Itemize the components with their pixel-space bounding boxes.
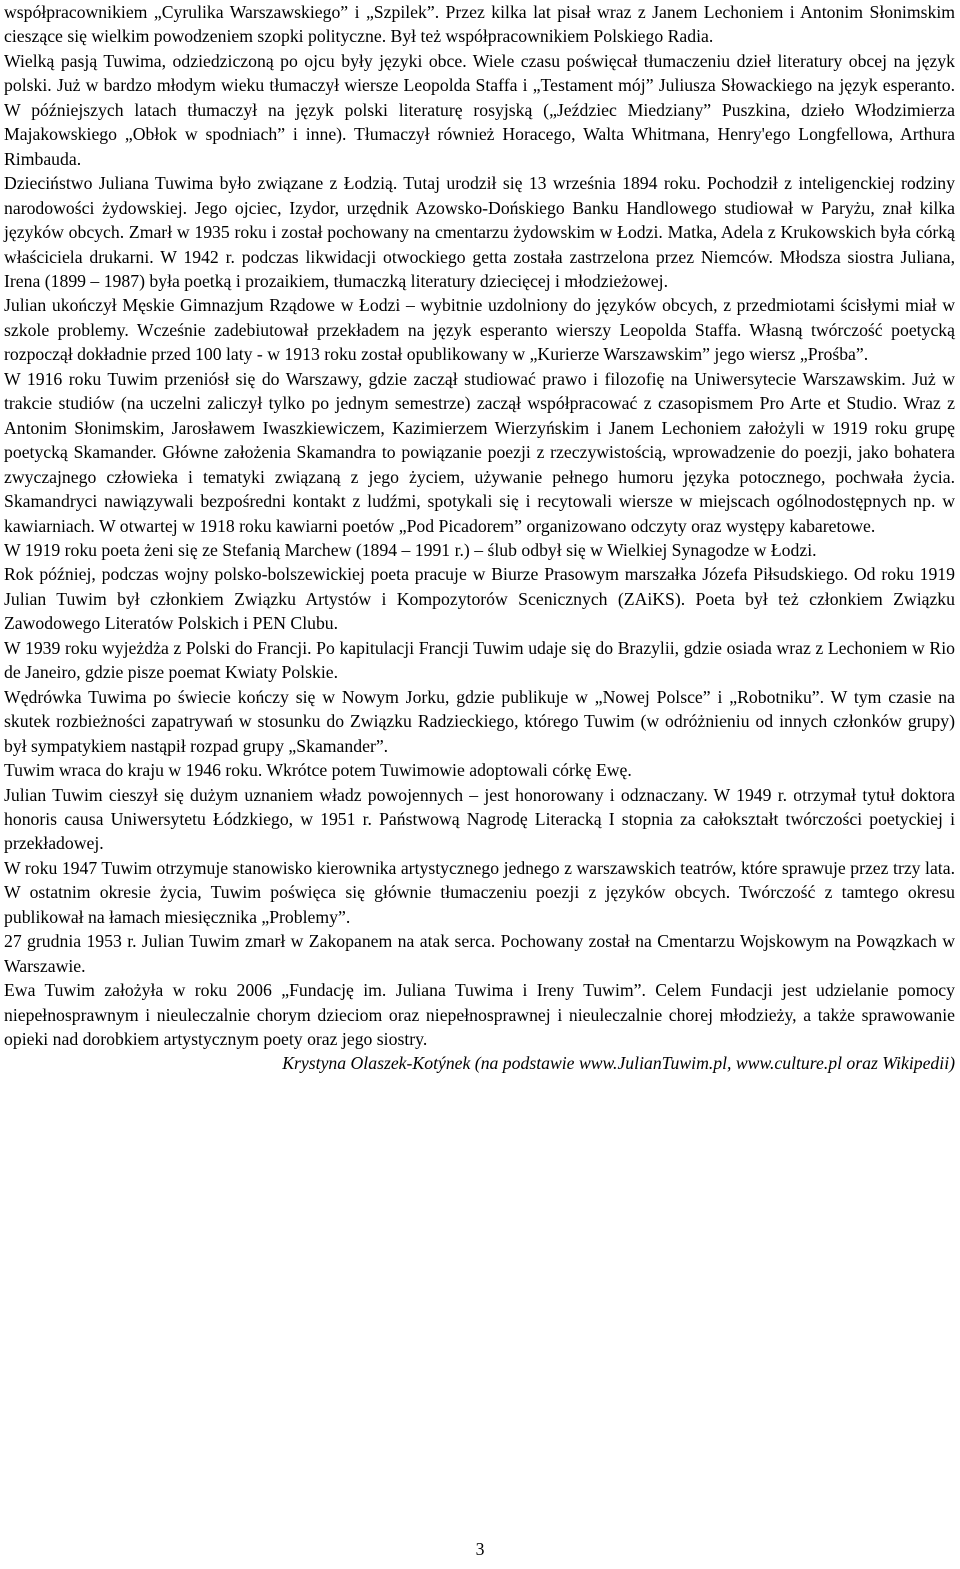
- paragraph-marriage: W 1919 roku poeta żeni się ze Stefanią Marchew (1894 – 1991 r.) – ślub odbył się w Wielkiej Synagodze w Łodzi.: [4, 539, 817, 560]
- paragraph-languages: Wielką pasją Tuwima, odziedziczoną po ojcu były języki obce. Wiele czasu poświęcał tłumaczeniu dzieł literatury obcej na język polski. Już w bardzo młodym wieku tłumaczył wiersze Leopolda Staffa i „Testament mój” Juliusza Słowackiego na język esperanto. W późniejszych latach tłumaczył na język polski literaturę rosyjską („Jeździec Miedziany” Puszkina, dzieło Włodzimierza Majakowskiego „Obłok w spodniach” i inne). Tłumaczył również Horacego, Walta Whitmana, Henry'ego Longfellowa, Arthura Rimbauda.: [4, 50, 955, 169]
- paragraph-return: Tuwim wraca do kraju w 1946 roku. Wkrótce potem Tuwimowie adoptowali córkę Ewę.: [4, 760, 632, 781]
- paragraph-warsaw-skamander: W 1916 roku Tuwim przeniósł się do Warszawy, gdzie zaczął studiować prawo i filozofię na Uniwersytecie Warszawskim. Już w trakcie studiów (na uczelni zaliczył tylko po jednym semestrze) zaczął współpracować z czasopismem Pro Arte et Studio. Wraz z Antonim Słonimskim, Jarosławem Iwaszkiewiczem, Kazimierzem Wierzyńskim i Janem Lechoniem założyli w 1919 roku grupę poetycką Skamander. Główne założenia Skamandra to powiązanie poezji z rzeczywistością, wprowadzenie do poezji, jako bohatera zwyczajnego człowieka i tematyki związaną z jego życiem, używanie pełnego humoru języka potocznego, pochwała życia. Skamandryci nawiązywali bezpośredni kontakt z ludźmi, spotykali się i recytowali wiersze w miejscach ogólnodostępnych np. w kawiarniach. W otwartej w 1918 roku kawiarni poetów „Pod Picadorem” organizowano odczyty oraz występy kabaretowe.: [4, 368, 955, 536]
- paragraph-press-bureau: Rok później, podczas wojny polsko-bolszewickiej poeta pracuje w Biurze Prasowym marszałka Józefa Piłsudskiego. Od roku 1919 Julian Tuwim był członkiem Związku Artystów i Kompozytorów Scenicznych (ZAiKS). Poeta był też członkiem Związku Zawodowego Literatów Polskich i PEN Clubu.: [4, 564, 955, 634]
- paragraph-foundation: Ewa Tuwim założyła w roku 2006 „Fundację im. Juliana Tuwima i Ireny Tuwim”. Celem Fundacji jest udzielanie pomocy niepełnosprawnym i nieuleczalnie chorym dzieciom oraz niepełnosprawnej i nieuleczalnie chorej młodzieży, a także sprawowanie opieki nad dorobkiem artystycznym poety oraz jego siostry.: [4, 980, 955, 1050]
- paragraph-gymnasium: Julian ukończył Męskie Gimnazjum Rządowe w Łodzi – wybitnie uzdolniony do języków obcych, z przedmiotami ścisłymi miał w szkole problemy. Wcześnie zadebiutował przekładem na język esperanto wierszy Leopolda Staffa. Własną twórczość poetycką rozpoczął dokładnie przed 100 laty - w 1913 roku został opublikowany w „Kurierze Warszawskim” jego wiersz „Prośba”.: [4, 295, 955, 365]
- paragraph-cyrulik-collaboration: współpracownikiem „Cyrulika Warszawskiego” i „Szpilek”. Przez kilka lat pisał wraz z Janem Lechoniem i Antonim Słonimskim cieszące się wielkim powodzeniem szopki polityczne. Był też współpracownikiem Polskiego Radia.: [4, 2, 955, 47]
- paragraph-death: 27 grudnia 1953 r. Julian Tuwim zmarł w Zakopanem na atak serca. Pochowany został na Cmentarzu Wojskowym na Powązkach w Warszawie.: [4, 931, 955, 976]
- paragraph-emigration: W 1939 roku wyjeżdża z Polski do Francji. Po kapitulacji Francji Tuwim udaje się do Brazylii, gdzie osiada wraz z Lechoniem w Rio de Janeiro, gdzie pisze poemat Kwiaty Polskie.: [4, 637, 955, 683]
- paragraph-theatre: W roku 1947 Tuwim otrzymuje stanowisko kierownika artystycznego jednego z warszawskich teatrów, które sprawuje przez trzy lata. W ostatnim okresie życia, Tuwim poświęca się głównie tłumaczeniu poezji z języków obcych. Twórczość z tamtego okresu publikował na łamach miesięcznika „Problemy”.: [4, 857, 955, 927]
- paragraph-new-york: Wędrówka Tuwima po świecie kończy się w Nowym Jorku, gdzie publikuje w „Nowej Polsce” i „Robotniku”. W tym czasie na skutek rozbieżności zapatrywań w stosunku do Związku Radzieckiego, którego Tuwim (w odróżnieniu od innych członków grupy) był sympatykiem nastąpił rozpad grupy „Skamander”.: [4, 686, 955, 756]
- document-body: [4, 0, 955, 1076]
- paragraph-childhood: Dzieciństwo Juliana Tuwima było związane z Łodzią. Tutaj urodził się 13 września 1894 roku. Pochodził z inteligenckiej rodziny narodowości żydowskiej. Jego ojciec, Izydor, urzędnik Azowsko-Dońskiego Banku Handlowego studiował w Paryżu, znał kilka języków obcych. Zmarł w 1935 roku i został pochowany na cmentarzu żydowskim w Łodzi. Matka, Adela z Krukowskich była córką właściciela drukarni. W 1942 r. podczas likwidacji otwockiego getta została zastrzelona przez Niemców. Młodsza siostra Juliana, Irena (1899 – 1987) była poetką i prozaikiem, tłumaczką literatury dziecięcej i młodzieżowej.: [4, 173, 955, 291]
- paragraph-honors: Julian Tuwim cieszył się dużym uznaniem władz powojennych – jest honorowany i odznaczany. W 1949 r. otrzymał tytuł doktora honoris causa Uniwersytetu Łódzkiego, w 1951 r. Państwową Nagrodę Literacką I stopnia za całokształt twórczości poetyckiej i przekładowej.: [4, 784, 955, 854]
- signature: Krystyna Olaszek-Kotýnek (na podstawie www.JulianTuwim.pl, www.culture.pl oraz Wikipedii): [282, 1053, 955, 1074]
- page-number: 3: [475, 1539, 485, 1559]
